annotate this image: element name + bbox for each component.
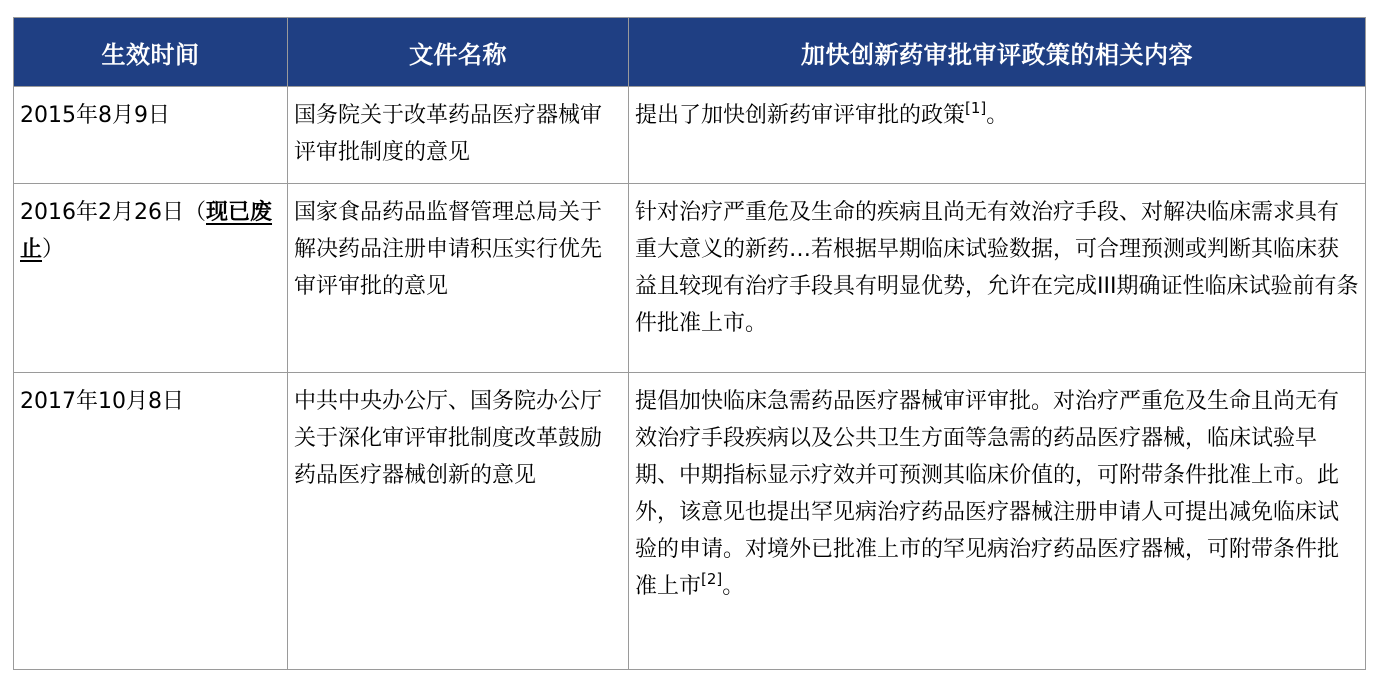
table-row (14, 87, 1366, 184)
document-text: 国家食品药品监督管理总局关于解决药品注册申请积压实行优先审评审批的意见 (294, 200, 603, 299)
content-text: 提倡加快临床急需药品医疗器械审评审批。对治疗严重危及生命且尚无有效治疗手段疾病以及公共卫生方面等急需的药品医疗器械，临床试验早期、中期指标显示疗效并可预测其临床价值的，可附带条件批准上市。此外，该意见也提出罕见病治疗药品医疗器械注册申请人可提出减免临床试验的申请。对境外已批准上市的罕见病治疗药品医疗器械，可附带条件批准上市 (635, 389, 1340, 599)
document-text: 中共中央办公厅、国务院办公厅关于深化审评审批制度改革鼓励药品医疗器械创新的意见 (294, 389, 603, 488)
table-header (14, 18, 1366, 87)
cell-document (288, 373, 629, 670)
cell-content (629, 87, 1366, 184)
header-document-name: 文件名称 (288, 18, 629, 87)
cell-content (629, 184, 1366, 373)
cell-content (629, 373, 1366, 670)
header-row (14, 18, 1366, 87)
header-effective-date: 生效时间 (14, 18, 288, 87)
content-text: 针对治疗严重危及生命的疾病且尚无有效治疗手段、对解决临床需求具有重大意义的新药…若根据早期临床试验数据，可合理预测或判断其临床获益且较现有治疗手段具有明显优势，允许在完成III期确证性临床试验前有条件批准上市。 (635, 200, 1359, 336)
cell-date (14, 184, 288, 373)
date-text: 2017年10月8日 (20, 389, 184, 414)
paren-close: ） (42, 237, 65, 262)
cell-document (288, 87, 629, 184)
paren-open: （ (183, 200, 206, 225)
document-text: 国务院关于改革药品医疗器械审评审批制度的意见 (294, 103, 603, 165)
reference-link[interactable]: [1] (965, 99, 987, 117)
content-text: 提出了加快创新药审评审批的政策 (635, 103, 966, 128)
cell-document (288, 184, 629, 373)
table-row (14, 184, 1366, 373)
table-row (14, 373, 1366, 670)
date-text: 2016年2月26日 (20, 200, 184, 225)
reference-link[interactable]: [2] (701, 570, 723, 588)
repealed-note: 现已废止 (20, 200, 273, 262)
header-policy-content: 加快创新药审批审评政策的相关内容 (629, 18, 1366, 87)
date-text: 2015年8月9日 (20, 103, 170, 128)
content-end: 。 (986, 103, 1009, 128)
cell-date (14, 87, 288, 184)
content-end: 。 (722, 574, 745, 599)
cell-date (14, 373, 288, 670)
policy-table (13, 17, 1366, 670)
table-body (14, 87, 1366, 670)
